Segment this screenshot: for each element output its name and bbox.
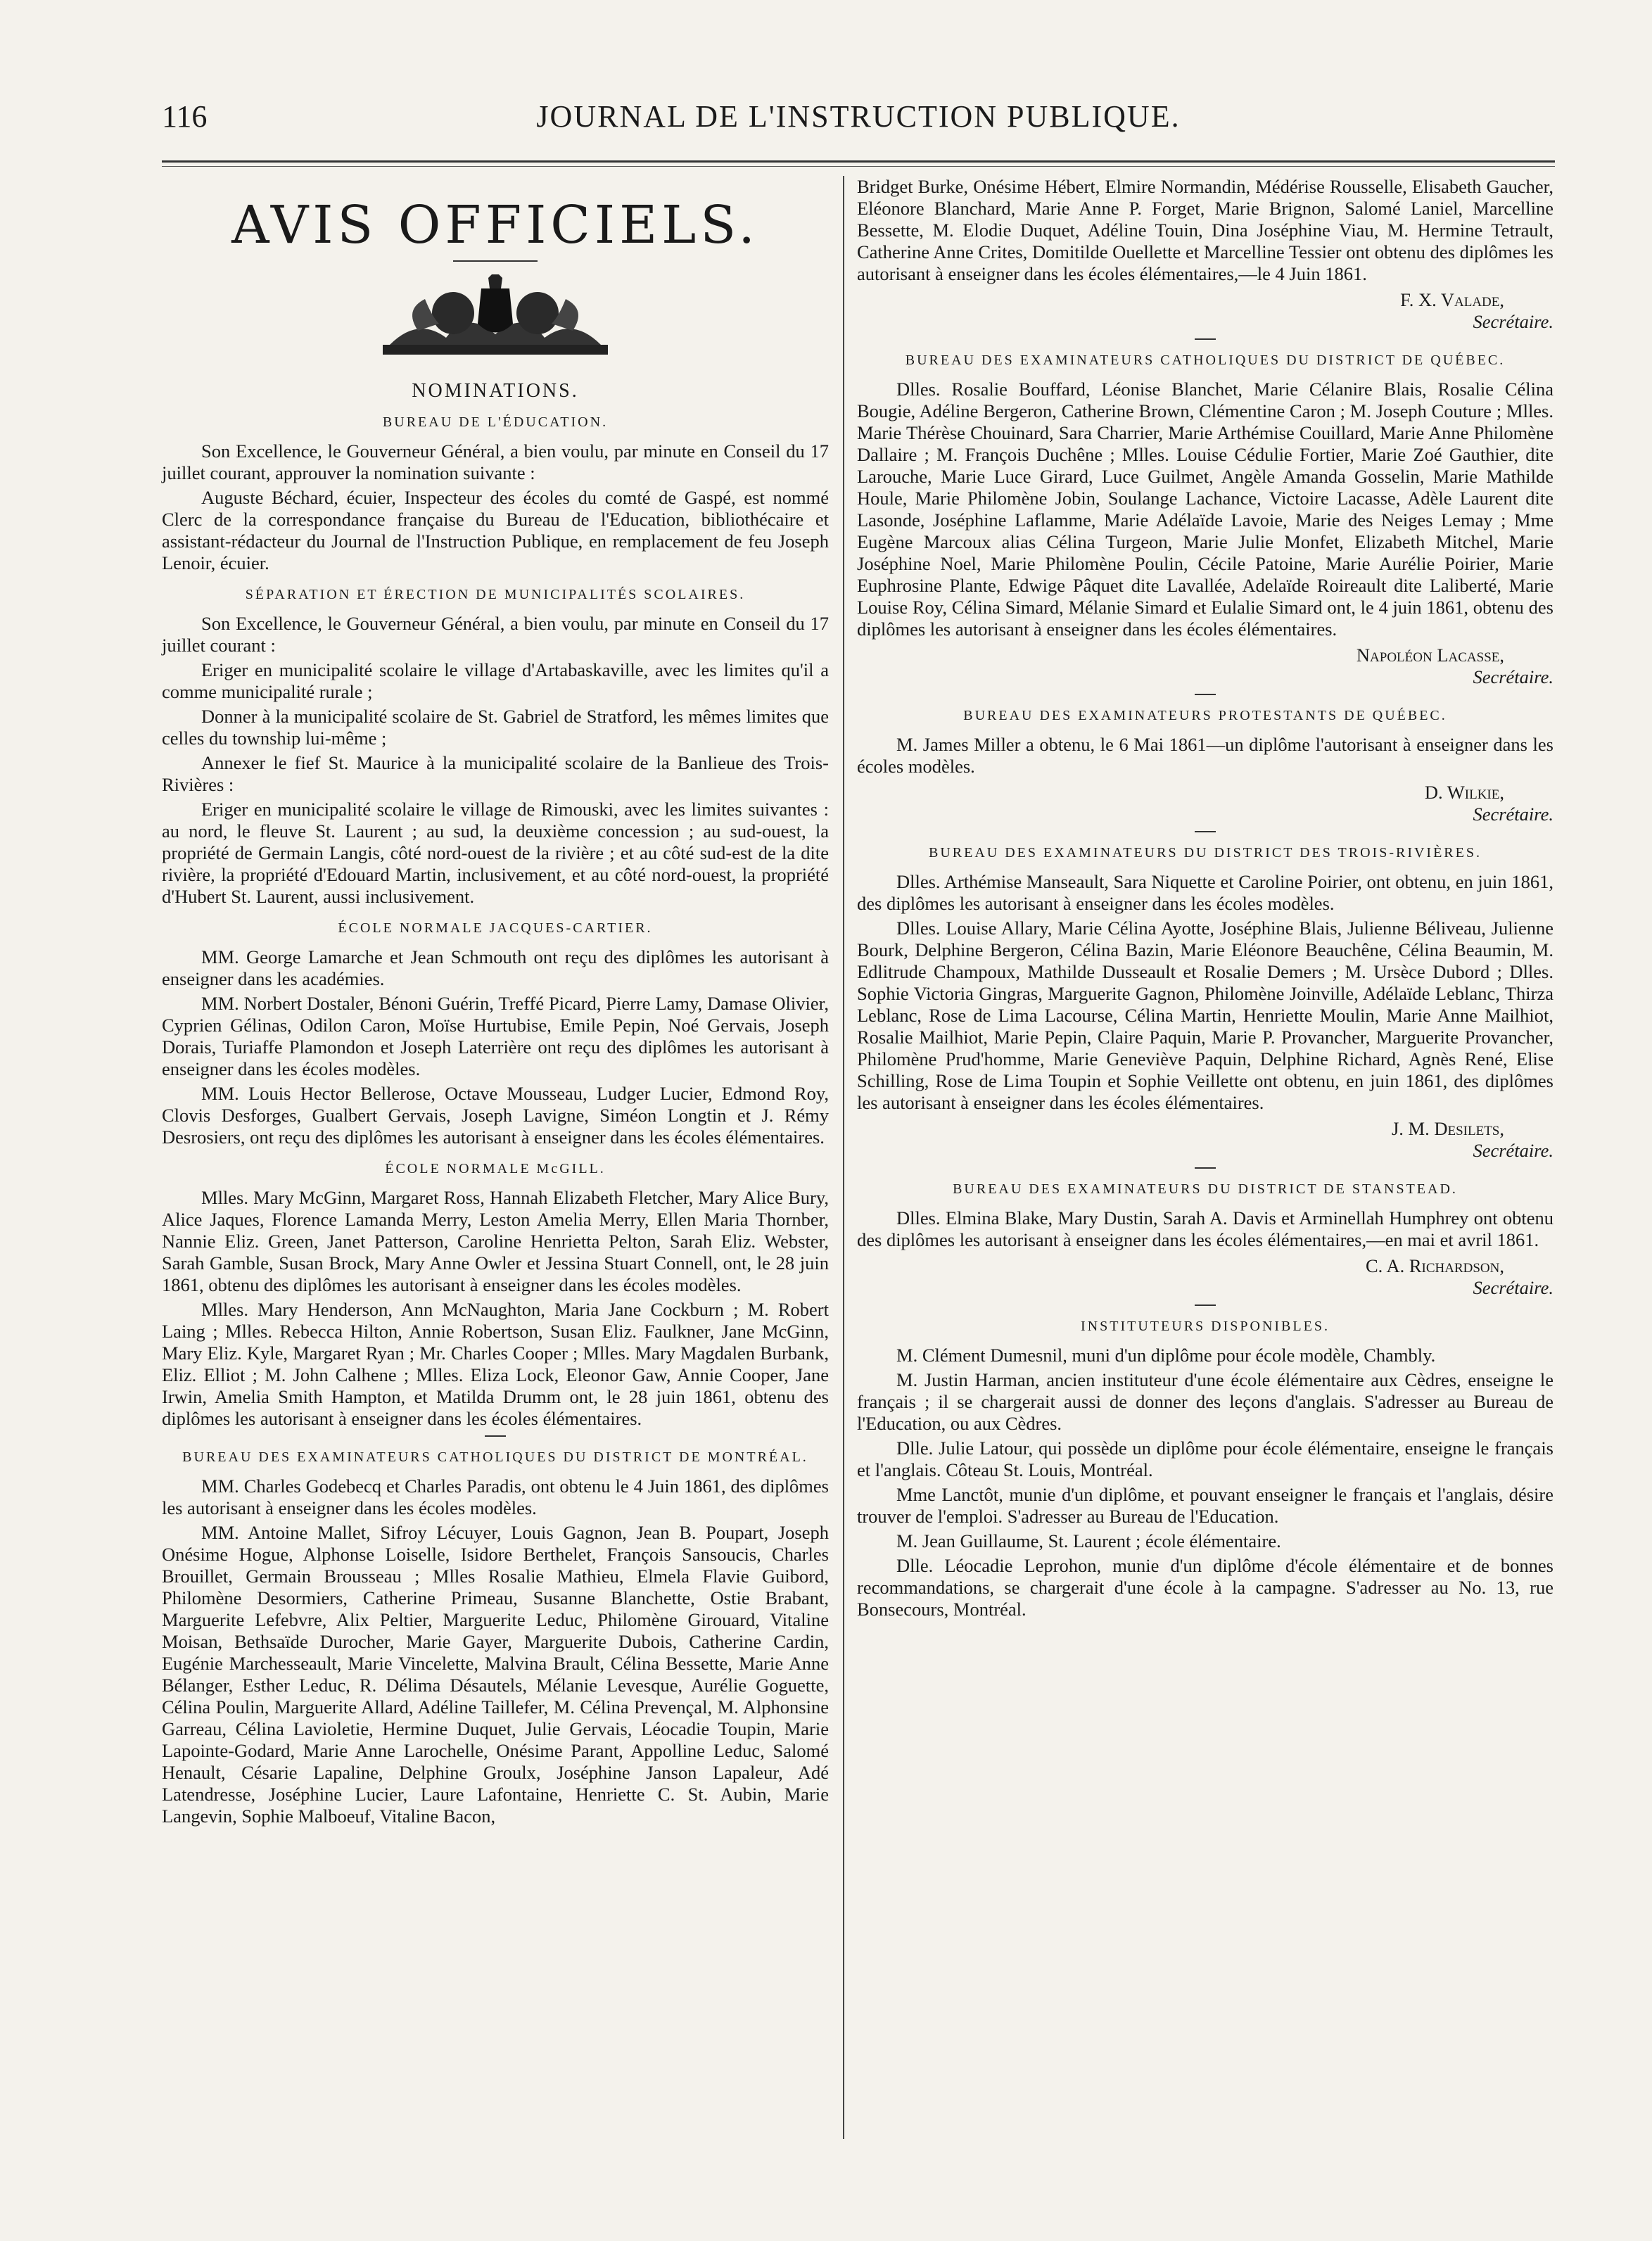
paragraph: Dlles. Arthémise Manseault, Sara Niquette et Caroline Poirier, ont obtenu, en juin 1861, des diplômes les autorisant à enseigner dans les écoles modèles. [857,871,1553,914]
signature-name: D. Wilkie, [1424,782,1504,803]
paragraph: Auguste Béchard, écuier, Inspecteur des écoles du comté de Gaspé, est nommé Clerc de la correspondance française du Bureau de l'Education, bibliothécaire et assistant-rédacteur du Journal de l'Instruction Publique, en remplacement de feu Joseph Lenoir, écuier. [162,487,829,573]
paragraph: Annexer le fief St. Maurice à la municipalité scolaire de la Banlieue des Trois-Rivières : [162,752,829,795]
separation-title: SÉPARATION ET ÉRECTION DE MUNICIPALITÉS SCOLAIRES. [245,587,746,602]
quebec-protestant-bureau-title: BUREAU DES EXAMINATEURS PROTESTANTS DE QUÉBEC. [963,708,1447,723]
paragraph: MM. George Lamarche et Jean Schmouth ont reçu des diplômes les autorisant à enseigner dans les académies. [162,946,829,989]
main-title: AVIS OFFICIELS. [231,195,759,255]
paragraph: Dlles. Rosalie Bouffard, Léonise Blanchet, Marie Célanire Blais, Rosalie Célina Bougie, Adéline Bergeron, Catherine Brown, Clémentine Caron ; M. Joseph Couture ; Mlles. Marie Thérèse Chouinard, Sara Charrier, Marie Arthémise Couillard, Marie Anne Philomène Dallaire ; M. François Duchêne ; Mlles. Louise Cédulie Fortier, Marie Zoé Gauthier, dite Larouche, Marie Luce Girard, Luce Guilmet, Angèle Amanda Gosselin, Marie Mathilde Houle, Marie Philomène Jobin, Soulange Lachance, Victoire Lacasse, Adèle Laurent dite Lasonde, Joséphine Laflamme, Marie Adélaïde Lavoie, Marie des Neiges Lemay ; Mme Eugène Marcoux alias Célina Turgeon, Marie Julie Monfet, Elizabeth Mitchel, Marie Joséphine Noel, Marie Philomène Poulin, Cécile Patoine, Marie Aurélie Poirier, Marie Euphrosine Plante, Edwige Pâquet dite Lavallée, Adelaïde Roireault dite Laliberté, Marie Louise Roy, Célina Simard, Mélanie Simard et Eulalie Simard ont, le 4 juin 1861, obtenu des diplômes les autorisant à enseigner dans les écoles élémentaires. [857,379,1553,640]
paragraph: Dlle. Julie Latour, qui possède un diplôme pour école élémentaire, enseigne le français et l'anglais. Côteau St. Louis, Montréal. [857,1437,1553,1480]
paragraph: Mlles. Mary Henderson, Ann McNaughton, Maria Jane Cockburn ; M. Robert Laing ; Mlles. Rebecca Hilton, Annie Robertson, Susan Eliz. Faulkner, Jane McGinn, Mary Eliz. Kyle, Margaret Ryan ; Mr. Charles Cooper ; Mlles. Mary Magdalen Burbank, Eliz. Elliot ; M. John Calhene ; Mlles. Eliza Lock, Eleonor Gaw, Annie Cooper, Jane Irwin, Amelia Smith Hampton, et Matilda Drumm ont, le 28 juin 1861, obtenu des diplômes les autorisant à enseigner dans les écoles élémentaires. [162,1299,829,1429]
quebec-catholic-bureau-title: BUREAU DES EXAMINATEURS CATHOLIQUES DU DISTRICT DE QUÉBEC. [905,353,1506,368]
paragraph: MM. Louis Hector Bellerose, Octave Mousseau, Ludger Lucier, Edmond Roy, Clovis Desforges, Gualbert Gervais, Joseph Lavigne, Siméon Longtin et J. Rémy Desrosiers, ont reçu des diplômes les autorisant à enseigner dans les écoles élémentaires. [162,1083,829,1148]
signature-title: Secrétaire. [1473,311,1553,332]
paragraph: Son Excellence, le Gouverneur Général, a bien voulu, par minute en Conseil du 17 juillet courant, approuver la nomination suivante : [162,440,829,483]
signature-name: Napoléon Lacasse, [1356,645,1504,666]
paragraph: Dlles. Louise Allary, Marie Célina Ayotte, Joséphine Blais, Julienne Béliveau, Julienne Bourk, Delphine Bergeron, Célina Bazin, Marie Eléonore Beauchêne, Célina Beaumin, M. Edlitrude Champoux, Mathilde Dusseault et Rosalie Demers ; M. Ursèce Dubord ; Dlles. Sophie Victoria Gingras, Marguerite Gagnon, Philomène Joinville, Adélaïde Leblanc, Thirza Leblanc, Rose de Lima Lacourse, Célina Martin, Henriette Moulin, Marie Anne Mailhiot, Rosalie Mailhiot, Marie Pepin, Claire Paquin, Marie P. Provancher, Marguerite Provancher, Philomène Prud'homme, Marie Geneviève Paquin, Delphine Richard, Agnès René, Elise Schilling, Rose de Lima Toupin et Sophie Veillette ont obtenu, en juin 1861, des diplômes les autorisant à enseigner dans les écoles élémentaires. [857,918,1553,1113]
signature-title: Secrétaire. [1473,1140,1553,1161]
paragraph: M. Jean Guillaume, St. Laurent ; école élémentaire. [896,1530,1281,1551]
paragraph: M. Clément Dumesnil, muni d'un diplôme pour école modèle, Chambly. [896,1345,1436,1366]
paragraph: Bridget Burke, Onésime Hébert, Elmire Normandin, Médérise Rousselle, Elisabeth Gaucher, Eléonore Blanchard, Marie Anne P. Forget, Marie Brignon, Salomé Laniel, Marcelline Bessette, M. Elodie Duquet, Adéline Touin, Dina Joséphine Viau, M. Hermine Tetrault, Catherine Anne Crites, Domitilde Ouellette et Marcelline Tessier ont obtenu des diplômes les autorisant à enseigner dans les écoles élémentaires,—le 4 Juin 1861. [857,176,1553,284]
mcgill-title: ÉCOLE NORMALE McGILL. [385,1161,606,1176]
right-column [857,176,1553,1623]
paragraph: Eriger en municipalité scolaire le village d'Artabaskaville, avec les limites qu'il a comme municipalité rurale ; [162,659,829,702]
signature-name: J. M. Desilets, [1391,1118,1504,1139]
section-dash [1195,1304,1216,1306]
nominations-title: NOMINATIONS. [412,380,579,402]
section-dash [485,1435,506,1437]
instituteurs-title: INSTITUTEURS DISPONIBLES. [1081,1319,1330,1334]
left-column [162,176,829,1830]
montreal-bureau-title: BUREAU DES EXAMINATEURS CATHOLIQUES DU DISTRICT DE MONTRÉAL. [182,1449,808,1465]
header-rule [162,160,1555,163]
paragraph: Eriger en municipalité scolaire le village de Rimouski, avec les limites suivantes : au nord, le fleuve St. Laurent ; au sud, la deuxième concession ; au sud-ouest, la propriété de Germain Langis, côté nord-ouest de la rivière ; et au côté sud-est de la dite rivière, la propriété d'Edouard Martin, inclusivement, et au côté nord-ouest, la propriété d'Hubert St. Laurent, aussi inclusivement. [162,799,829,907]
paragraph: Donner à la municipalité scolaire de St. Gabriel de Stratford, les mêmes limites que celles du township lui-même ; [162,706,829,749]
header-rule-thin [162,166,1555,167]
paragraph: MM. Charles Godebecq et Charles Paradis, ont obtenu le 4 Juin 1861, des diplômes les autorisant à enseigner dans les écoles modèles. [162,1475,829,1518]
section-dash [1195,1167,1216,1169]
column-divider [843,176,844,2139]
paragraph: M. Justin Harman, ancien instituteur d'une école élémentaire aux Cèdres, enseigne le français ; il se chargerait aussi de donner des leçons d'anglais. S'adresser au Bureau de l'Education, ou aux Cèdres. [857,1369,1553,1434]
signature-title: Secrétaire. [1473,804,1553,825]
signature-title: Secrétaire. [1473,1277,1553,1298]
paragraph: Son Excellence, le Gouverneur Général, a bien voulu, par minute en Conseil du 17 juillet courant : [162,613,829,656]
paragraph: M. James Miller a obtenu, le 6 Mai 1861—un diplôme l'autorisant à enseigner dans les écoles modèles. [857,734,1553,777]
paragraph: Mlles. Mary McGinn, Margaret Ross, Hannah Elizabeth Fletcher, Mary Alice Bury, Alice Jaques, Florence Lamanda Merry, Leston Amelia Merry, Ellen Maria Thornber, Nannie Eliz. Green, Janet Patterson, Caroline Henrietta Pelton, Sarah Eliz. Webster, Sarah Gamble, Susan Brock, Mary Anne Owler et Jessina Stuart Connell, ont, le 28 juin 1861, obtenu des diplômes les autorisant à enseigner dans les écoles modèles. [162,1187,829,1295]
signature-title: Secrétaire. [1473,666,1553,687]
paragraph: Dlles. Elmina Blake, Mary Dustin, Sarah A. Davis et Arminellah Humphrey ont obtenu des diplômes les autorisant à enseigner dans les écoles élémentaires,—en mai et avril 1861. [857,1207,1553,1250]
signature-name: F. X. Valade, [1400,289,1504,310]
paragraph: MM. Antoine Mallet, Sifroy Lécuyer, Louis Gagnon, Jean B. Poupart, Joseph Onésime Hogue, Alphonse Loiselle, Isidore Berthelet, François Sansoucis, Charles Brouillet, Germain Brousseau ; Mlles Rosalie Mathieu, Elmela Flavie Guibord, Philomène Desormiers, Catherine Primeau, Susanne Blanchette, Ostie Brabant, Marguerite Lefebvre, Alix Peltier, Marguerite Leduc, Philomène Girouard, Vitaline Moisan, Bethsaïde Durocher, Marie Gayer, Marguerite Dubois, Catherine Cardin, Eugénie Marchesseault, Marie Vincelette, Malvina Brault, Célina Bessette, Marie Anne Bélanger, Esther Leduc, R. Délima Désautels, Mélanie Levesque, Aurélie Goguette, Célina Poulin, Marguerite Allard, Adéline Taillefer, M. Célina Prevençal, M. Alphonsine Garreau, Célina Lavioletie, Hermine Duquet, Julie Gervais, Léocadie Toupin, Marie Lapointe-Godard, Marie Anne Larochelle, Onésime Parant, Appolline Leduc, Salomé Henault, Césarie Lapaline, Delphine Groulx, Joséphine Janson Lapaleur, Adé Latendresse, Joséphine Lucier, Laure Lafontaine, Henriette C. St. Aubin, Marie Langevin, Sophie Malboeuf, Vitaline Bacon, [162,1522,829,1827]
page-header [162,99,1555,141]
stanstead-bureau-title: BUREAU DES EXAMINATEURS DU DISTRICT DE STANSTEAD. [953,1181,1458,1197]
paragraph: Mme Lanctôt, munie d'un diplôme, et pouvant enseigner le français et l'anglais, désire trouver de l'emploi. S'adresser au Bureau de l'Education. [857,1484,1553,1527]
paragraph: Dlle. Léocadie Leprohon, munie d'un diplôme d'école élémentaire et de bonnes recommandations, se chargerait d'une école à la campagne. S'adresser au No. 13, rue Bonsecours, Montréal. [857,1555,1553,1620]
journal-title: JOURNAL DE L'INSTRUCTION PUBLIQUE. [536,99,1181,134]
section-dash [1195,831,1216,832]
section-dash [1195,694,1216,695]
coat-of-arms-icon [376,274,615,366]
page-number: 116 [162,99,208,134]
bureau-education-title: BUREAU DE L'ÉDUCATION. [382,414,609,430]
signature-name: C. A. Richardson, [1366,1255,1504,1276]
section-dash [1195,338,1216,340]
trois-rivieres-bureau-title: BUREAU DES EXAMINATEURS DU DISTRICT DES TROIS-RIVIÈRES. [929,845,1482,861]
paragraph: MM. Norbert Dostaler, Bénoni Guérin, Treffé Picard, Pierre Lamy, Damase Olivier, Cyprien Gélinas, Odilon Caron, Moïse Hurtubise, Emile Pepin, Noé Gervais, Joseph Dorais, Turiaffe Plamondon et Joseph Laterrière ont reçu des diplômes les autorisant à enseigner dans les écoles modèles. [162,993,829,1079]
title-rule [453,260,538,262]
jacques-cartier-title: ÉCOLE NORMALE JACQUES-CARTIER. [338,920,653,936]
